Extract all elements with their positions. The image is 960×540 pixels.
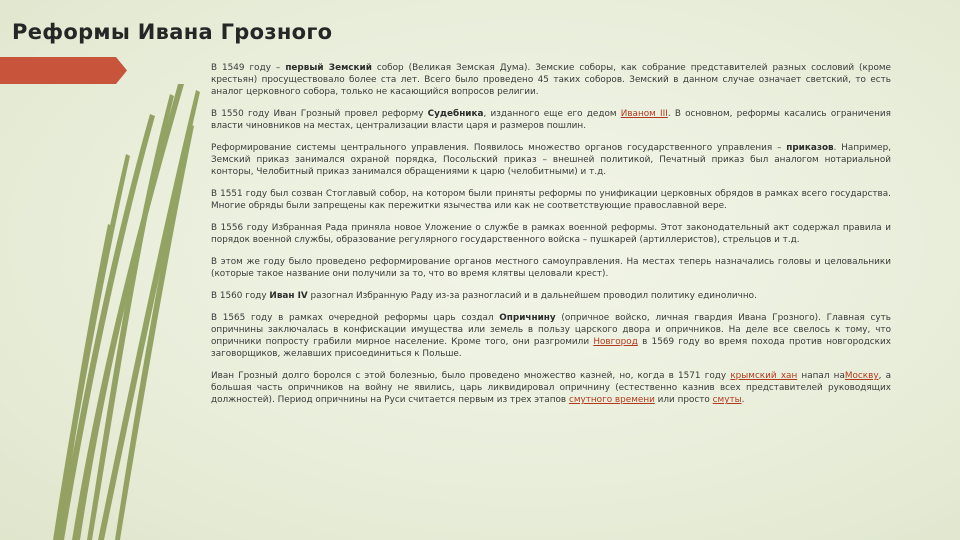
- text-run: , а большая часть опричников на войну не явились, царь ликвидировал опричнину (естественно казнив всех представителей руководящих должностей). Период опричнины на Руси считается первым из трех этапов: [211, 370, 891, 406]
- title-accent-ribbon: [0, 57, 127, 84]
- paragraph-2: [211, 108, 891, 132]
- paragraph-1: [211, 62, 891, 99]
- bold-term: Судебника: [427, 109, 484, 120]
- text-run: напал на: [797, 370, 845, 381]
- text-run: Реформирование системы центрального управления. Появилось множество органов государственного управления –: [211, 143, 787, 154]
- text-run: В 1549 году –: [211, 63, 286, 73]
- inline-link[interactable]: Новгород: [593, 336, 638, 347]
- inline-link[interactable]: Москву: [844, 370, 879, 381]
- bold-term: Опричнину: [499, 312, 556, 323]
- reforms-text-body: [211, 62, 891, 416]
- inline-link[interactable]: смутного времени: [568, 395, 655, 406]
- bold-term: Иван IV: [269, 290, 308, 301]
- paragraph-3: [211, 142, 891, 179]
- paragraph-9: [211, 370, 891, 407]
- text-run: В этом же году было проведено реформирование органов местного самоуправления. На местах теперь назначались головы и целовальники (которые такое название они получили за то, что во время клятвы целовали крест).: [211, 256, 891, 280]
- paragraph-5: [211, 222, 891, 246]
- text-run: в 1569 году во время похода против новгородских заговорщиков, желавших присоединиться к Польше.: [211, 336, 891, 360]
- text-run: или просто: [654, 395, 713, 406]
- text-run: (опричное войско, личная гвардия Ивана Грозного). Главная суть опричнины заключалась в конфискации имущества или земель в пользу царского двора и опричников. На деле все свелось к тому, что опричники попросту грабили мирное население. Кроме того, они разгромили: [211, 312, 891, 347]
- paragraph-6: [211, 256, 891, 280]
- paragraph-4: [211, 188, 891, 212]
- paragraph-8: [211, 312, 891, 361]
- text-run: , изданного еще его дедом: [483, 109, 621, 120]
- decorative-grass-stems: [0, 84, 200, 540]
- bold-term: приказов: [786, 143, 834, 154]
- text-run: В 1560 году: [211, 290, 270, 301]
- inline-link[interactable]: Иваном III: [620, 109, 668, 120]
- text-run: В 1556 году Избранная Рада приняла новое Уложение о службе в рамках военной реформы. Этот законодательный акт содержал правила и порядок военной службы, образование регулярного государственного войска – пушкарей (артиллеристов), стрельцов и т.д.: [211, 223, 891, 246]
- text-run: В 1550 году Иван Грозный провел реформу: [211, 109, 428, 120]
- text-run: . Например, Земский приказ занимался охраной порядка, Посольский приказ – внешней политикой, Печатный приказ был аналогом нотариальной конторы, Челобитный приказ занимался обращениями к царю (челобитными) и т.д.: [211, 143, 892, 178]
- text-run: разогнал Избранную Раду из-за разногласий и в дальнейшем проводил политику единолично.: [307, 290, 757, 301]
- text-run: .: [741, 395, 745, 406]
- inline-link[interactable]: смуты: [712, 395, 742, 406]
- text-run: собор (Великая Земская Дума). Земские соборы, как собрание представителей разных сословий (кроме крестьян) просуществовало более ста лет. Всего было проведено 45 таких соборов. Земский в данном случае означает светский, то есть аналог церковного собора, только не касающийся вопросов религии.: [211, 63, 891, 98]
- bold-term: первый Земский: [285, 63, 372, 73]
- paragraph-7: [211, 290, 891, 302]
- text-run: . В основном, реформы касались ограничения власти чиновников на местах, централизации власти царя и размеров пошлин.: [211, 109, 891, 132]
- text-run: В 1565 году в рамках очередной реформы царь создал: [211, 312, 500, 323]
- slide-title: Реформы Ивана Грозного: [12, 20, 333, 44]
- inline-link[interactable]: крымский хан: [730, 370, 798, 381]
- text-run: Иван Грозный долго боролся с этой болезнью, было проведено множество казней, но, когда в 1571 году: [211, 370, 731, 381]
- text-run: В 1551 году был созван Стоглавый собор, на котором были приняты реформы по унификации церковных обрядов в рамках всего государства. Многие обряды были запрещены как пережитки язычества или как не соответствующие православной вере.: [211, 189, 891, 212]
